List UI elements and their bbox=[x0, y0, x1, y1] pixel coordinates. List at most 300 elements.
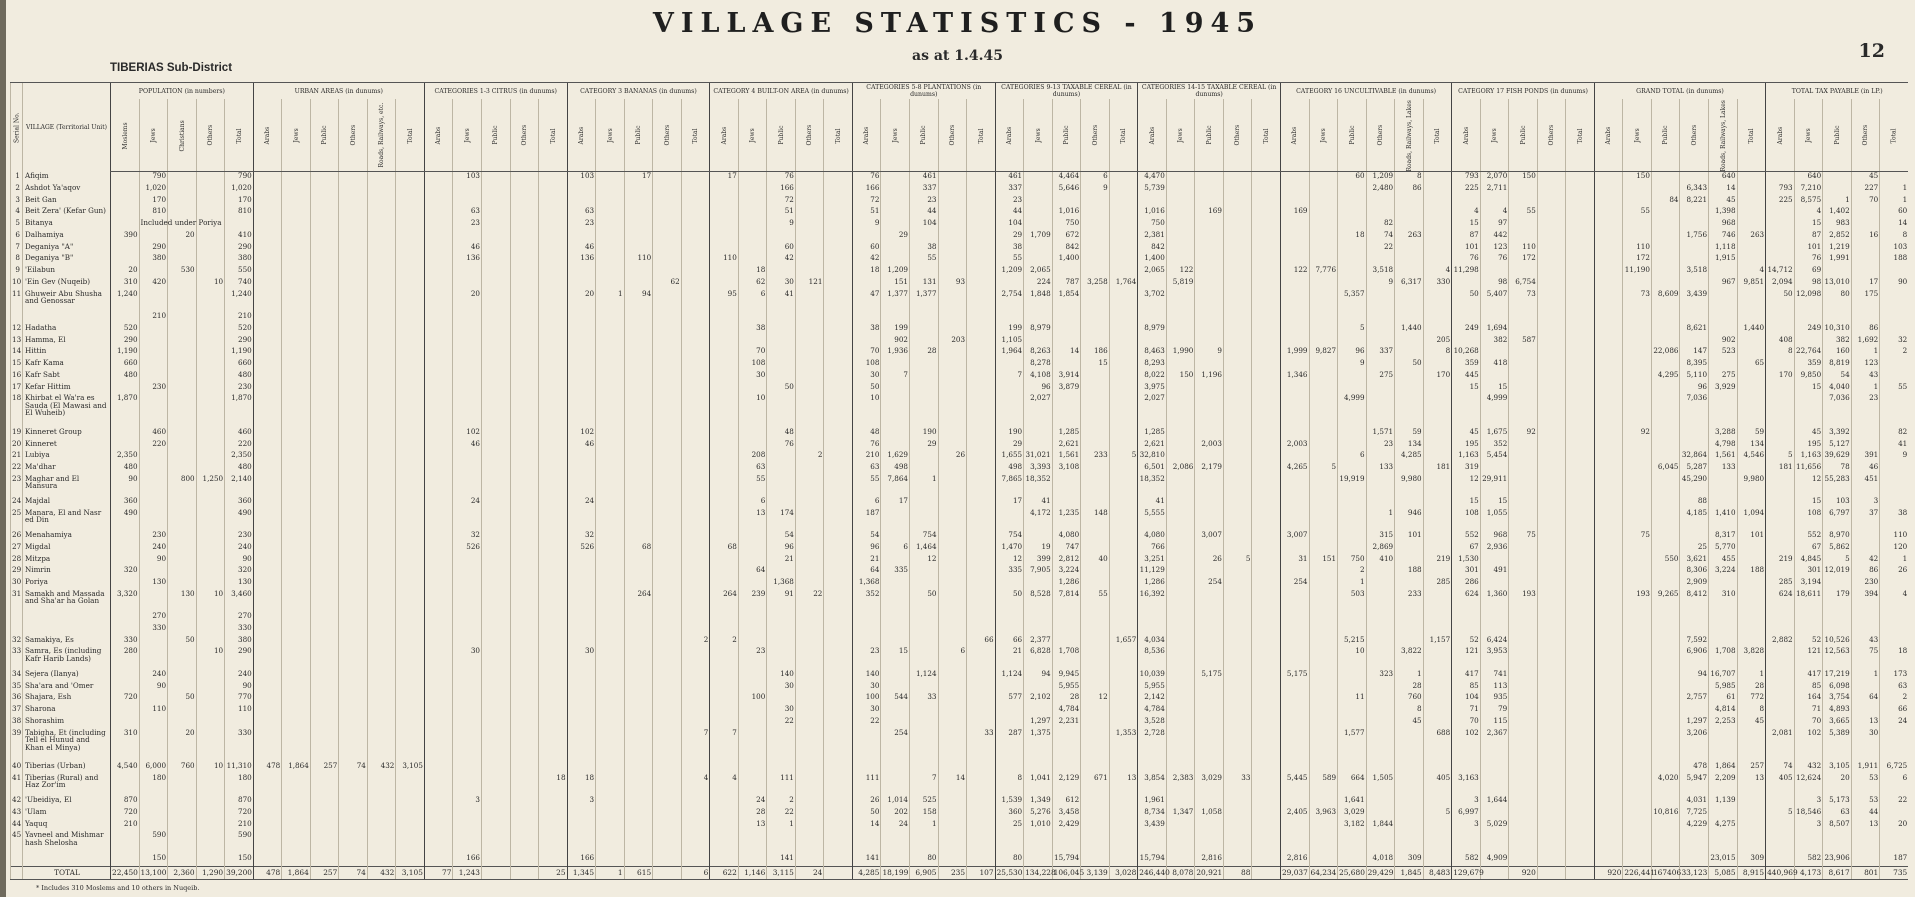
table-cell bbox=[653, 531, 682, 543]
table-cell: 42 bbox=[767, 254, 796, 266]
table-cell bbox=[367, 359, 396, 371]
table-cell bbox=[624, 729, 653, 762]
table-cell bbox=[1338, 371, 1367, 383]
table-cell bbox=[510, 371, 539, 383]
serial-number: 34 bbox=[11, 670, 23, 682]
table-cell bbox=[596, 463, 625, 475]
table-row bbox=[11, 347, 1909, 359]
table-cell bbox=[510, 636, 539, 648]
column-header: Christians bbox=[168, 99, 197, 172]
table-cell: 220 bbox=[225, 440, 254, 452]
table-cell bbox=[310, 463, 339, 475]
table-cell bbox=[767, 475, 796, 497]
table-cell bbox=[253, 266, 282, 278]
table-cell: 29 bbox=[995, 440, 1024, 452]
table-cell bbox=[424, 647, 453, 669]
table-cell bbox=[310, 543, 339, 555]
table-cell: 2,065 bbox=[1138, 266, 1167, 278]
table-cell: 48 bbox=[767, 428, 796, 440]
table-cell bbox=[310, 531, 339, 543]
table-cell: 1,870 bbox=[225, 394, 254, 427]
table-cell bbox=[310, 808, 339, 820]
serial-number: 28 bbox=[11, 555, 23, 567]
table-cell bbox=[596, 266, 625, 278]
table-cell bbox=[510, 440, 539, 452]
table-cell: 1,655 bbox=[995, 451, 1024, 463]
table-cell bbox=[1509, 475, 1538, 497]
village-name: Tiberias (Rural) and Haz Zor'im bbox=[23, 774, 111, 796]
table-cell bbox=[539, 693, 568, 705]
table-cell bbox=[1166, 475, 1195, 497]
table-cell bbox=[1166, 647, 1195, 669]
table-cell: 1,709 bbox=[1024, 231, 1053, 243]
table-cell bbox=[139, 647, 168, 669]
serial-number: 19 bbox=[11, 428, 23, 440]
table-cell bbox=[168, 359, 197, 371]
table-cell bbox=[824, 670, 853, 682]
table-cell bbox=[1252, 831, 1281, 853]
table-cell bbox=[111, 670, 140, 682]
table-cell: 29 bbox=[881, 231, 910, 243]
table-cell bbox=[1851, 854, 1880, 866]
table-cell bbox=[424, 371, 453, 383]
village-name: Ma'dhar bbox=[23, 463, 111, 475]
table-cell bbox=[1766, 231, 1795, 243]
table-cell bbox=[424, 531, 453, 543]
table-cell bbox=[795, 196, 824, 208]
table-cell: 3,621 bbox=[1680, 555, 1709, 567]
column-header: Jews bbox=[596, 99, 625, 172]
table-cell bbox=[653, 566, 682, 578]
table-cell: 4,999 bbox=[1338, 394, 1367, 427]
table-cell bbox=[1509, 636, 1538, 648]
table-cell bbox=[1366, 808, 1395, 820]
table-cell: 68 bbox=[710, 543, 739, 555]
table-cell: 29 bbox=[909, 440, 938, 452]
table-cell: 6,317 bbox=[1395, 278, 1424, 290]
table-cell bbox=[967, 854, 996, 866]
table-cell bbox=[1195, 394, 1224, 427]
table-cell bbox=[139, 717, 168, 729]
table-cell bbox=[567, 266, 596, 278]
table-cell: 230 bbox=[1851, 578, 1880, 590]
table-cell bbox=[1537, 475, 1566, 497]
table-cell: 330 bbox=[139, 624, 168, 636]
table-cell: 7,864 bbox=[881, 475, 910, 497]
table-cell bbox=[1109, 566, 1138, 578]
table-cell bbox=[795, 509, 824, 531]
table-cell bbox=[310, 219, 339, 231]
table-cell: 2,711 bbox=[1480, 184, 1509, 196]
table-cell bbox=[396, 428, 425, 440]
table-cell: 10,816 bbox=[1651, 808, 1680, 820]
table-cell bbox=[539, 463, 568, 475]
table-cell bbox=[196, 624, 225, 636]
table-cell bbox=[1766, 394, 1795, 427]
table-cell: 87 bbox=[1794, 231, 1823, 243]
table-cell: 10 bbox=[196, 762, 225, 774]
table-cell: 1,756 bbox=[1680, 231, 1709, 243]
table-cell: 172 bbox=[1509, 254, 1538, 266]
table-cell bbox=[367, 184, 396, 196]
table-cell bbox=[1851, 254, 1880, 266]
table-cell bbox=[1109, 371, 1138, 383]
table-cell bbox=[824, 647, 853, 669]
table-cell bbox=[1623, 324, 1652, 336]
group-header: URBAN AREAS (in dunums) bbox=[253, 83, 424, 100]
table-cell bbox=[1509, 820, 1538, 832]
table-cell bbox=[396, 729, 425, 762]
table-cell bbox=[1280, 219, 1309, 231]
table-cell bbox=[1594, 796, 1623, 808]
table-cell: 187 bbox=[1880, 854, 1909, 866]
table-cell bbox=[1166, 578, 1195, 590]
table-cell bbox=[1509, 670, 1538, 682]
table-cell bbox=[1223, 290, 1252, 312]
table-cell bbox=[1566, 324, 1595, 336]
table-cell: 1,844 bbox=[1366, 820, 1395, 832]
table-cell bbox=[396, 624, 425, 636]
total-cell: 920 bbox=[1594, 866, 1623, 879]
table-cell: 640 bbox=[1794, 172, 1823, 184]
table-cell bbox=[1280, 172, 1309, 184]
column-header: Public bbox=[1052, 99, 1081, 172]
table-cell: 2 bbox=[710, 636, 739, 648]
table-cell: 17 bbox=[1851, 278, 1880, 290]
table-cell bbox=[1223, 440, 1252, 452]
table-cell bbox=[596, 820, 625, 832]
table-row bbox=[11, 219, 1909, 231]
table-cell: 870 bbox=[225, 796, 254, 808]
table-row bbox=[11, 497, 1909, 509]
table-cell bbox=[624, 509, 653, 531]
table-cell bbox=[624, 266, 653, 278]
table-cell bbox=[681, 266, 710, 278]
column-header: Others bbox=[1223, 99, 1252, 172]
table-cell bbox=[539, 336, 568, 348]
table-cell bbox=[1280, 278, 1309, 290]
table-cell bbox=[510, 497, 539, 509]
table-cell bbox=[424, 705, 453, 717]
table-cell bbox=[424, 196, 453, 208]
table-cell: 2,065 bbox=[1024, 266, 1053, 278]
table-cell bbox=[139, 636, 168, 648]
table-cell bbox=[367, 394, 396, 427]
table-cell: 5,947 bbox=[1680, 774, 1709, 796]
table-cell bbox=[1594, 808, 1623, 820]
table-cell: 249 bbox=[1452, 324, 1481, 336]
table-cell: 1,105 bbox=[995, 336, 1024, 348]
table-cell bbox=[1195, 219, 1224, 231]
table-cell bbox=[539, 475, 568, 497]
table-cell: 42 bbox=[1851, 555, 1880, 567]
table-cell bbox=[1395, 394, 1424, 427]
table-cell bbox=[481, 278, 510, 290]
table-cell bbox=[596, 278, 625, 290]
table-cell bbox=[139, 808, 168, 820]
total-cell: 257 bbox=[310, 866, 339, 879]
table-cell bbox=[339, 566, 368, 578]
group-header: CATEGORIES 1-3 CITRUS (in dunums) bbox=[424, 83, 567, 100]
table-cell bbox=[710, 796, 739, 808]
serial-number: 7 bbox=[11, 243, 23, 255]
table-cell: 8,507 bbox=[1823, 820, 1852, 832]
table-cell bbox=[139, 347, 168, 359]
serial-number: 5 bbox=[11, 219, 23, 231]
table-cell: 26 bbox=[1880, 566, 1909, 578]
table-cell bbox=[453, 729, 482, 762]
table-cell bbox=[938, 590, 967, 612]
table-cell bbox=[1594, 231, 1623, 243]
table-cell: 1,055 bbox=[1480, 509, 1509, 531]
table-cell: 170 bbox=[1766, 371, 1795, 383]
table-cell bbox=[539, 543, 568, 555]
village-name: Samra, Es (including Kafr Harib Lands) bbox=[23, 647, 111, 669]
table-cell bbox=[367, 196, 396, 208]
table-cell bbox=[510, 543, 539, 555]
table-cell: 9,945 bbox=[1052, 670, 1081, 682]
table-cell bbox=[1252, 475, 1281, 497]
table-cell: 80 bbox=[909, 854, 938, 866]
table-cell bbox=[396, 717, 425, 729]
table-cell bbox=[310, 774, 339, 796]
table-cell: 7 bbox=[681, 729, 710, 762]
table-cell: 3,194 bbox=[1794, 578, 1823, 590]
table-cell: 6,906 bbox=[1680, 647, 1709, 669]
table-cell bbox=[1366, 383, 1395, 395]
table-cell bbox=[1537, 219, 1566, 231]
table-cell: 84 bbox=[1651, 196, 1680, 208]
table-cell: 2,882 bbox=[1766, 636, 1795, 648]
table-cell: 1 bbox=[1851, 670, 1880, 682]
table-cell bbox=[995, 394, 1024, 427]
table-cell bbox=[1709, 624, 1738, 636]
table-cell bbox=[1109, 808, 1138, 820]
table-cell bbox=[824, 451, 853, 463]
table-cell bbox=[367, 371, 396, 383]
table-cell bbox=[1651, 705, 1680, 717]
table-cell: 18 bbox=[567, 774, 596, 796]
table-cell bbox=[1024, 243, 1053, 255]
table-cell bbox=[1651, 383, 1680, 395]
table-cell bbox=[339, 371, 368, 383]
table-cell: 55 bbox=[1623, 207, 1652, 219]
table-cell bbox=[424, 383, 453, 395]
table-cell bbox=[881, 243, 910, 255]
table-cell: 3,828 bbox=[1737, 647, 1766, 669]
table-cell bbox=[1823, 831, 1852, 853]
table-cell: 442 bbox=[1480, 231, 1509, 243]
table-cell bbox=[539, 428, 568, 440]
table-cell: 14 bbox=[852, 820, 881, 832]
table-cell: 205 bbox=[1423, 336, 1452, 348]
table-cell bbox=[168, 566, 197, 578]
table-cell bbox=[795, 774, 824, 796]
table-cell bbox=[253, 278, 282, 290]
table-cell bbox=[1594, 531, 1623, 543]
table-cell bbox=[596, 831, 625, 853]
table-cell: 210 bbox=[139, 312, 168, 324]
total-cell bbox=[1252, 866, 1281, 879]
table-cell bbox=[510, 359, 539, 371]
table-cell: 4,464 bbox=[1052, 172, 1081, 184]
table-cell: 199 bbox=[995, 324, 1024, 336]
table-cell: 5 bbox=[1109, 451, 1138, 463]
table-cell: 10 bbox=[196, 647, 225, 669]
table-cell bbox=[196, 670, 225, 682]
table-cell bbox=[282, 831, 311, 853]
table-cell bbox=[1395, 254, 1424, 266]
table-cell bbox=[1566, 290, 1595, 312]
table-cell: 6,797 bbox=[1823, 509, 1852, 531]
table-cell bbox=[339, 383, 368, 395]
table-cell: 1,915 bbox=[1709, 254, 1738, 266]
table-cell bbox=[1509, 371, 1538, 383]
table-cell bbox=[539, 729, 568, 762]
table-cell: 7 bbox=[881, 371, 910, 383]
table-cell: 46 bbox=[1851, 463, 1880, 475]
table-cell bbox=[938, 808, 967, 820]
table-cell: 1 bbox=[1366, 509, 1395, 531]
table-cell bbox=[967, 590, 996, 612]
table-cell: 24 bbox=[738, 796, 767, 808]
table-cell: 3,975 bbox=[1138, 383, 1167, 395]
table-cell bbox=[681, 231, 710, 243]
table-cell: 20 bbox=[1880, 820, 1909, 832]
table-cell: 5,955 bbox=[1138, 682, 1167, 694]
table-cell bbox=[824, 808, 853, 820]
table-row bbox=[11, 312, 1909, 324]
table-cell: 1,058 bbox=[1195, 808, 1224, 820]
table-cell: 86 bbox=[1851, 566, 1880, 578]
table-cell bbox=[653, 705, 682, 717]
table-cell: 530 bbox=[168, 266, 197, 278]
total-cell: 39,200 bbox=[225, 866, 254, 879]
table-cell: 461 bbox=[909, 172, 938, 184]
total-cell: 20,921 bbox=[1195, 866, 1224, 879]
table-cell bbox=[1223, 796, 1252, 808]
table-cell bbox=[1537, 670, 1566, 682]
table-cell: 1,285 bbox=[1052, 428, 1081, 440]
table-cell: 480 bbox=[225, 371, 254, 383]
table-cell bbox=[1851, 612, 1880, 624]
table-cell bbox=[1223, 383, 1252, 395]
table-cell bbox=[282, 543, 311, 555]
table-cell bbox=[596, 796, 625, 808]
table-cell bbox=[938, 243, 967, 255]
table-cell bbox=[795, 347, 824, 359]
table-cell bbox=[596, 497, 625, 509]
table-cell: 391 bbox=[1851, 451, 1880, 463]
table-cell: 3,439 bbox=[1680, 290, 1709, 312]
table-cell bbox=[1081, 808, 1110, 820]
table-cell: 1 bbox=[1880, 196, 1909, 208]
table-cell: 4,470 bbox=[1138, 172, 1167, 184]
table-cell: 141 bbox=[852, 854, 881, 866]
table-cell bbox=[767, 762, 796, 774]
table-cell bbox=[1737, 808, 1766, 820]
table-cell: 18 bbox=[1880, 647, 1909, 669]
table-cell bbox=[282, 820, 311, 832]
table-cell bbox=[795, 670, 824, 682]
table-cell bbox=[481, 774, 510, 796]
table-cell bbox=[282, 451, 311, 463]
table-cell bbox=[824, 566, 853, 578]
table-cell bbox=[1623, 796, 1652, 808]
table-cell bbox=[596, 624, 625, 636]
table-cell: 19 bbox=[1024, 543, 1053, 555]
table-cell bbox=[710, 831, 739, 853]
table-cell bbox=[1537, 729, 1566, 762]
table-cell bbox=[510, 566, 539, 578]
table-cell: 523 bbox=[1709, 347, 1738, 359]
table-cell bbox=[339, 808, 368, 820]
table-cell bbox=[824, 624, 853, 636]
table-cell bbox=[624, 670, 653, 682]
table-cell bbox=[1309, 729, 1338, 762]
table-cell: 5,445 bbox=[1280, 774, 1309, 796]
table-cell: 285 bbox=[1766, 578, 1795, 590]
table-cell bbox=[1737, 196, 1766, 208]
table-cell bbox=[1338, 266, 1367, 278]
table-cell bbox=[396, 647, 425, 669]
table-cell bbox=[1024, 854, 1053, 866]
table-cell bbox=[310, 624, 339, 636]
table-cell bbox=[681, 475, 710, 497]
table-cell bbox=[1395, 796, 1424, 808]
table-cell bbox=[1851, 831, 1880, 853]
village-name: Ashdot Ya'aqov bbox=[23, 184, 111, 196]
table-cell bbox=[938, 831, 967, 853]
table-cell bbox=[1766, 612, 1795, 624]
table-cell bbox=[1594, 543, 1623, 555]
table-cell: 6,828 bbox=[1024, 647, 1053, 669]
table-cell bbox=[738, 184, 767, 196]
table-cell bbox=[1366, 312, 1395, 324]
table-cell bbox=[196, 831, 225, 853]
table-cell bbox=[510, 254, 539, 266]
table-cell: 4,080 bbox=[1138, 531, 1167, 543]
table-cell bbox=[1395, 336, 1424, 348]
table-cell: 8,306 bbox=[1680, 566, 1709, 578]
table-cell bbox=[1452, 612, 1481, 624]
table-cell bbox=[339, 231, 368, 243]
table-cell bbox=[1309, 762, 1338, 774]
table-cell bbox=[1309, 475, 1338, 497]
table-cell: 22,764 bbox=[1794, 347, 1823, 359]
table-cell bbox=[339, 312, 368, 324]
table-cell: 4,031 bbox=[1680, 796, 1709, 808]
table-cell bbox=[1709, 290, 1738, 312]
table-cell: 842 bbox=[1052, 243, 1081, 255]
table-cell bbox=[168, 796, 197, 808]
table-cell bbox=[824, 543, 853, 555]
table-row bbox=[11, 693, 1909, 705]
serial-number: 27 bbox=[11, 543, 23, 555]
table-cell bbox=[995, 612, 1024, 624]
table-cell: 12 bbox=[909, 555, 938, 567]
serial-number: 31 bbox=[11, 590, 23, 612]
column-header: Total bbox=[225, 99, 254, 172]
table-cell bbox=[1338, 543, 1367, 555]
column-header: Public bbox=[909, 99, 938, 172]
table-cell: 65 bbox=[1737, 359, 1766, 371]
table-cell bbox=[396, 336, 425, 348]
table-cell bbox=[1309, 509, 1338, 531]
table-cell bbox=[1594, 254, 1623, 266]
total-cell: 33,123 bbox=[1680, 866, 1709, 879]
table-cell: 330 bbox=[225, 624, 254, 636]
